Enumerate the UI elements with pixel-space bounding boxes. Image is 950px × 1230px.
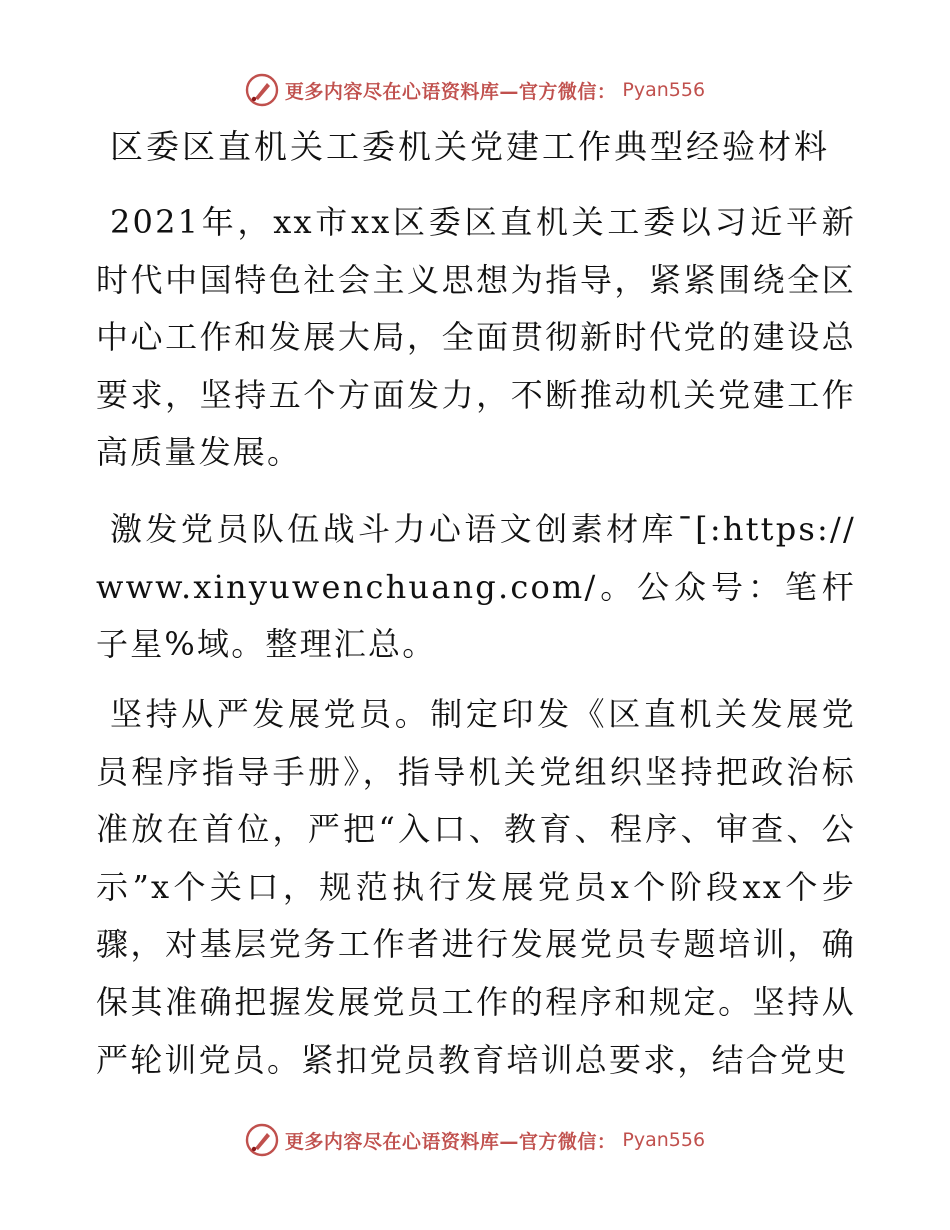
banner-text: 更多内容尽在心语资料库—官方微信： [284,80,617,103]
footer-watermark-banner [0,1120,950,1160]
paragraph-source-note: 激发党员队伍战斗力心语文创素材库¯[:https://www.xinyuwenchuang.com/。公众号：笔杆子星%域。整理汇总。 [96,510,856,664]
pen-nib-logo-icon [245,73,279,107]
banner-text: 更多内容尽在心语资料库—官方微信： [284,1130,617,1153]
banner-wechat-id: Pyan556 [622,79,706,101]
paragraph-intro: 2021年，xx市xx区委区直机关工委以习近平新时代中国特色社会主义思想为指导，紧紧围绕全区中心工作和发展大局，全面贯彻新时代党的建设总要求，坚持五个方面发力，不断推动机关党建工作高质量发展。 [96,203,856,472]
paragraph-member-development: 坚持从严发展党员。制定印发《区直机关发展党员程序指导手册》，指导机关党组织坚持把政治标准放在首位，严把“入口、教育、程序、审查、公示”x个关口，规范执行发展党员x个阶段xx个步骤，对基层党务工作者进行发展党员专题培训，确保其准确把握发展党员工作的程序和规定。坚持从严轮训党员。紧扣党员教育培训总要求，结合党史 [96,695,856,1079]
header-watermark-banner [0,70,950,110]
document-title: 区委区直机关工委机关党建工作典型经验材料 [110,127,830,166]
pen-nib-logo-icon [245,1123,279,1157]
banner-wechat-id: Pyan556 [622,1129,706,1151]
